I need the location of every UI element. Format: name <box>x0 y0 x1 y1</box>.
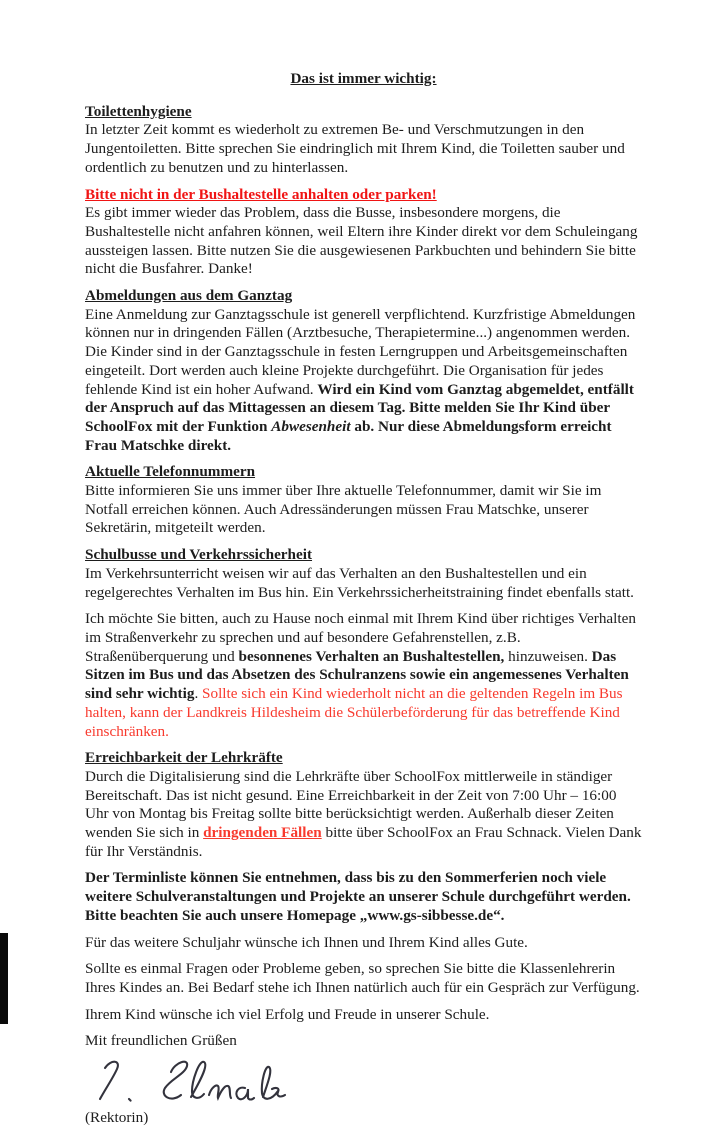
paragraph <box>85 1006 642 1025</box>
text-run: . <box>194 685 203 703</box>
signature-block <box>85 1057 642 1128</box>
section-heading-erreichbarkeit: Erreichbarkeit der Lehrkräfte <box>85 749 283 767</box>
text-run: besonnenes Verhalten an Bushaltestellen, <box>238 647 505 665</box>
text-run: Der Terminliste können Sie entnehmen, dass bis zu den Sommerferien noch viele weitere Schulveranstaltungen und Projekte an unserer Schule durchgeführt werden. Bitte beachten Sie auch unsere Homepage „www.gs-sibbesse.de“. <box>85 869 631 924</box>
text-run: Ich möchte Sie bitten, auch zu Hause noch einmal mit Ihrem Kind über richtiges Verhalten im Straßenverkehr zu sprechen und auf besondere Gefahrenstellen, z.B. Straßenüberquerung und <box>85 610 636 665</box>
text-run: hinzuweisen. <box>504 647 592 665</box>
text-run: Ihrem Kind wünsche ich viel Erfolg und Freude in unserer Schule. <box>85 1005 490 1023</box>
paragraph <box>85 306 642 456</box>
paragraph <box>85 768 642 862</box>
text-run: Es gibt immer wieder das Problem, dass die Busse, insbesondere morgens, die Bushaltestelle nicht anfahren können, weil Eltern ihre Kinder direkt vor dem Schuleingang aussteigen lassen. Bitte nutzen Sie die ausgewiesenen Parkbuchten und behindern Sie bitte nicht die Busfahrer. Danke! <box>85 204 638 278</box>
text-run: dringenden Fällen <box>203 824 322 842</box>
section-heading-schulbusse: Schulbusse und Verkehrssicherheit <box>85 546 313 564</box>
text-run: Sollte sich ein Kind wiederholt nicht an die geltenden Regeln im Bus halten, kann der Landkreis Hildesheim die Schülerbeförderung für das betreffende Kind einschränken. <box>85 685 623 740</box>
section-heading-bushaltestelle-warnung: Bitte nicht in der Bushaltestelle anhalten oder parken! <box>85 185 437 203</box>
scan-artifact-strip <box>0 933 8 1024</box>
paragraph <box>85 121 642 177</box>
section-heading-abmeldungen: Abmeldungen aus dem Ganztag <box>85 287 293 305</box>
handwritten-signature <box>79 1057 294 1109</box>
paragraph <box>85 610 642 741</box>
text-run: Wird ein Kind vom Ganztag abgemeldet, entfällt der Anspruch auf das Mittagessen an diesem Tag. Bitte melden Sie Ihr Kind über SchoolFox mit der Funktion <box>85 380 634 435</box>
paragraph <box>85 565 642 602</box>
paragraph <box>85 204 642 279</box>
text-run: Eine Anmeldung zur Ganztagsschule ist generell verpflichtend. Kurzfristige Abmeldungen können nur in dringenden Fällen (Arztbesuche, Therapietermine...) angenommen werden. Die Kinder sind in der Ganztagsschule in festen Lerngruppen und Arbeitsgemeinschaften eingeteilt. Dort werden auch kleine Projekte durchgeführt. Die Organisation für jedes fehlende Kind ist ein hoher Aufwand. <box>85 305 636 398</box>
text-run: Sollte es einmal Fragen oder Probleme geben, so sprechen Sie bitte die Klassenlehrerin Ihres Kindes an. Bei Bedarf stehe ich Ihnen natürlich auch für ein Gespräch zur Verfügung. <box>85 960 640 996</box>
signature-role: (Rektorin) <box>85 1109 149 1127</box>
paragraph <box>85 960 642 997</box>
text-run: Das Sitzen im Bus und das Absetzen des Schulranzens sowie ein angemessenes Verhalten sind sehr wichtig <box>85 647 629 703</box>
text-run: Bitte informieren Sie uns immer über Ihre aktuelle Telefonnummer, damit wir Sie im Notfall erreichen können. Auch Adressänderungen müssen Frau Matschke, unserer Sekretärin, mitgeteilt werden. <box>85 482 602 537</box>
closing-salutation <box>85 1032 642 1051</box>
text-run: ab. Nur diese Abmeldungsform erreicht Frau Matschke direkt. <box>85 417 612 454</box>
paragraph <box>85 482 642 538</box>
text-run: bitte über SchoolFox an Frau Schnack. Vielen Dank für Ihr Verständnis. <box>85 824 642 860</box>
text-run: Im Verkehrsunterricht weisen wir auf das Verhalten an den Bushaltestellen und ein regelgerechtes Verhalten im Bus hin. Ein Verkehrssicherheitstraining findet ebenfalls statt. <box>85 564 634 601</box>
paragraph-terminliste <box>85 869 642 925</box>
section-heading-toilettenhygiene: Toilettenhygiene <box>85 102 192 120</box>
section-heading-telefonnummern: Aktuelle Telefonnummern <box>85 463 256 481</box>
text-run: Abwesenheit <box>271 417 351 435</box>
paragraph <box>85 934 642 953</box>
text-run: In letzter Zeit kommt es wiederholt zu extremen Be- und Verschmutzungen in den Jungentoiletten. Bitte sprechen Sie eindringlich mit Ihrem Kind, die Toiletten sauber und ordentlich zu benutzen und zu hinterlassen. <box>85 121 625 176</box>
text-run: Für das weitere Schuljahr wünsche ich Ihnen und Ihrem Kind alles Gute. <box>85 933 528 951</box>
text-run: Durch die Digitalisierung sind die Lehrkräfte über SchoolFox mittlerweile in ständiger Bereitschaft. Das ist nicht gesund. Eine Erreichbarkeit in der Zeit von 7:00 Uhr – 16:00 Uhr von Montag bis Freitag sollte bitte berücksichtigt werden. Außerhalb dieser Zeiten wenden Sie sich in <box>85 767 617 842</box>
page-title: Das ist immer wichtig: <box>290 70 437 87</box>
letter-body <box>85 70 642 1128</box>
text-run: Mit freundlichen Grüßen <box>85 1032 237 1050</box>
